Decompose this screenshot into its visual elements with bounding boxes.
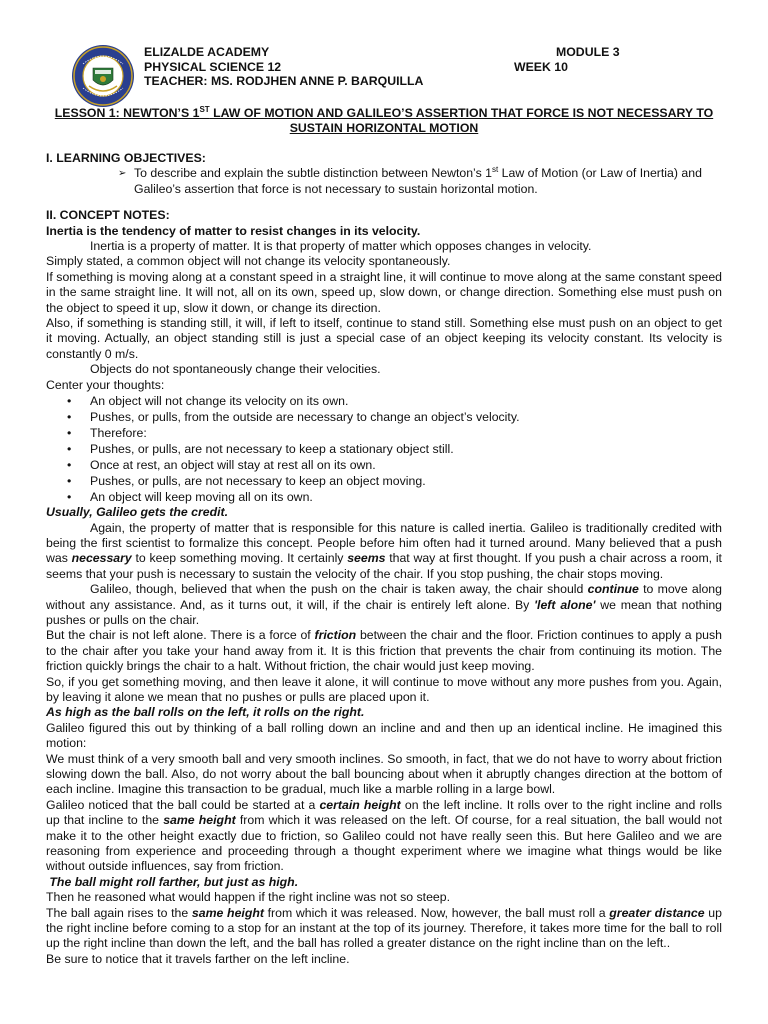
list-item: • Therefore:: [67, 426, 147, 441]
concept-notes-heading: II. CONCEPT NOTES:: [46, 208, 170, 223]
ball-paragraph: Galileo noticed that the ball could be started at a certain height on the left incline. It rolls over to the right incline and rolls up that incline to the same height from which it was released on the left. Of course, for a real situation, the ball would not make it to the other height exactly due to friction, so Galileo could not have really seen this. But here Galileo and we are reasoning from experience and proceeding through a thought experiment where we imagine what things would be like without outside influences, say from friction.: [46, 797, 722, 874]
header-right-block: [514, 45, 634, 74]
galileo-paragraph: So, if you get something moving, and then leave it alone, it will continue to move without any more pushes from you. Again, by leaving it alone we mean that no pushes or pulls are placed upon it.: [46, 674, 722, 704]
concept-paragraph: If something is moving along at a constant speed in a straight line, it will continue to move along at the same constant speed in the same straight line. It will not, all on its own, speed up, slow down, or change direction. Something else must push on the object to speed it up, slow it down, or change its direction.: [46, 269, 722, 315]
header-left-block: [144, 45, 423, 89]
list-item: • Pushes, or pulls, from the outside are necessary to change an object’s velocity.: [67, 410, 520, 425]
arrow-bullet-icon: ➢: [118, 168, 127, 180]
ball-heading: As high as the ball rolls on the left, it rolls on the right.: [46, 705, 365, 720]
module-label: MODULE 3: [556, 45, 620, 59]
concept-paragraph: Also, if something is standing still, it will, if left to itself, continue to stand still. Something else must push on an object to get it moving. Actually, an object standing still is just a special case of an object keeping its velocity constant. Its velocity is constantly 0 m/s.: [46, 316, 722, 361]
list-item: • An object will keep moving all on its own.: [67, 490, 313, 505]
subject-name: PHYSICAL SCIENCE 12: [144, 59, 282, 74]
farther-paragraph: The ball again rises to the same height from which it was released. Now, however, the ball must roll a greater distance up the right incline before coming to a stop for an instant at the top of its journey. Therefore, it takes more time for the ball to roll up the right incline than down the left, and the ball has rolled a greater distance on the right incline than on the left..: [46, 905, 722, 951]
list-item: • An object will not change its velocity on its own.: [67, 394, 349, 409]
bullet-icon: •: [67, 474, 72, 489]
bullet-icon: •: [67, 458, 72, 473]
concept-paragraph: Simply stated, a common object will not change its velocity spontaneously.: [46, 254, 451, 269]
concept-paragraph: Center your thoughts:: [46, 377, 165, 392]
farther-paragraph: Be sure to notice that it travels farther on the left incline.: [46, 951, 350, 966]
list-item: • Pushes, or pulls, are not necessary to keep a stationary object still.: [67, 442, 454, 457]
concept-paragraph: Inertia is a property of matter. It is that property of matter which opposes changes in velocity.: [90, 239, 592, 254]
ball-paragraph: Galileo figured this out by thinking of a ball rolling down an incline and and then up an identical incline. He imagined this motion:: [46, 720, 722, 751]
galileo-heading: Usually, Galileo gets the credit.: [46, 505, 229, 520]
list-item: • Once at rest, an object will stay at rest all on its own.: [67, 458, 376, 473]
galileo-paragraph: Again, the property of matter that is responsible for this nature is called inertia. Galileo is traditionally credited with being the first scientist to formalize this concept. People before him often had it turned around. Many believed that a push was necessary to keep something moving. It certainly seems that way at first thought. If you push a chair across a room, it seems that your push is necessary to sustain the velocity of the chair. If you stop pushing, the chair stops moving.: [46, 520, 722, 581]
bullet-icon: •: [67, 394, 72, 409]
concept-paragraph: Objects do not spontaneously change their velocities.: [90, 362, 381, 377]
bullet-icon: •: [67, 410, 72, 425]
bullet-icon: •: [67, 442, 72, 457]
school-seal-logo: [71, 44, 135, 108]
galileo-paragraph: But the chair is not left alone. There is a force of friction between the chair and the floor. Friction continues to apply a push to the chair after you take your hand away from it. It is this friction that prevents the chair from continuing its motion. The friction quickly brings the chair to a halt. Without friction, the chair would just keep moving.: [46, 628, 722, 674]
document-body: [46, 151, 722, 967]
ball-paragraph: We must think of a very smooth ball and very smooth inclines. So smooth, in fact, that we do not have to worry about friction slowing down the ball. Also, do not worry about the ball bouncing about when it abruptly changes direction at the bottom of each incline. Imagine this transaction to be gradual, much like a marble rolling in a large bowl.: [46, 751, 722, 797]
teacher-name: TEACHER: MS. RODJHEN ANNE P. BARQUILLA: [144, 74, 424, 88]
week-label: WEEK 10: [514, 59, 568, 74]
inertia-subheading: Inertia is the tendency of matter to resist changes in its velocity.: [46, 223, 421, 238]
farther-heading: The ball might roll farther, but just as high.: [46, 874, 299, 889]
lesson-title: LESSON 1: NEWTON’S 1ST LAW OF MOTION AND GALILEO’S ASSERTION THAT FORCE IS NOT NECESSARY TO SUSTAIN HORIZONTAL MOTION: [54, 104, 714, 135]
bullet-icon: •: [67, 426, 72, 441]
list-item: • Pushes, or pulls, are not necessary to keep an object moving.: [67, 474, 426, 489]
center-thoughts-list: [46, 393, 722, 505]
objective-item: [118, 166, 722, 197]
objectives-heading: I. LEARNING OBJECTIVES:: [46, 151, 206, 165]
galileo-paragraph: Galileo, though, believed that when the push on the chair is taken away, the chair should continue to move along without any assistance. And, as it turns out, it will, if the chair is entirely left alone. By 'left alone' we mean that nothing pushes or pulls on the chair.: [46, 582, 723, 627]
farther-paragraph: Then he reasoned what would happen if the right incline was not so steep.: [46, 890, 451, 905]
objective-text: To describe and explain the subtle distinction between Newton’s 1st Law of Motion (or Law of Inertia) and Galileo’s assertion that force is not necessary to sustain horizontal motion.: [134, 165, 702, 196]
bullet-icon: •: [67, 490, 72, 505]
school-name: ELIZALDE ACADEMY: [144, 45, 270, 59]
